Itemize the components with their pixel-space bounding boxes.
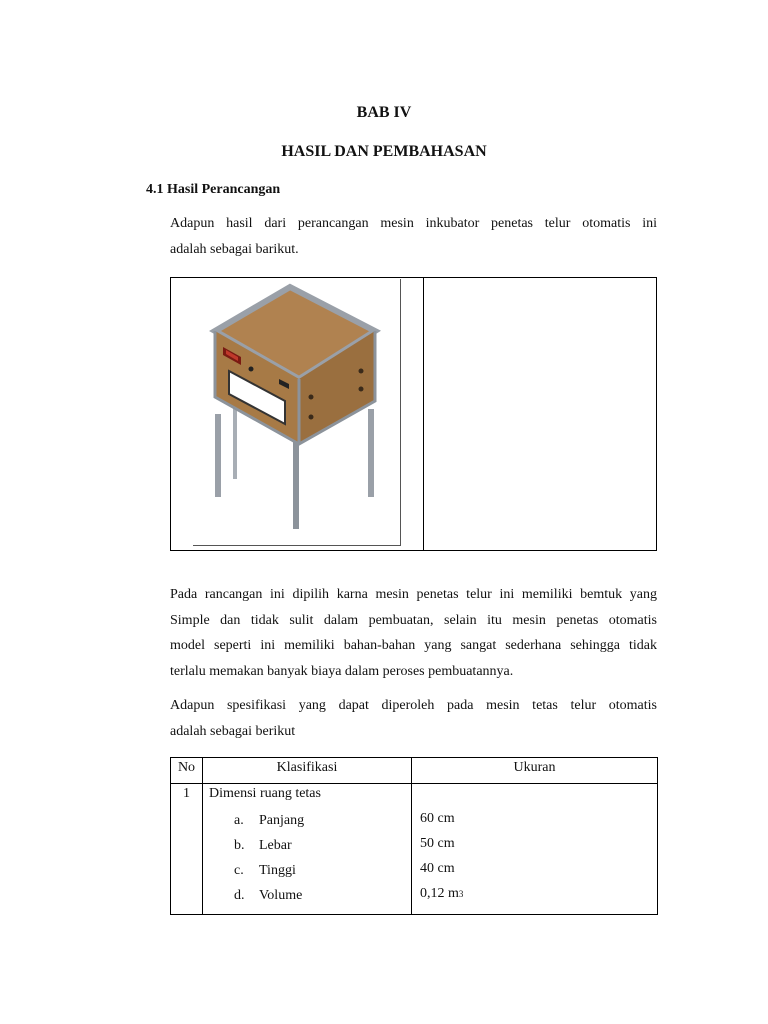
spec-line-1: Adapun spesifikasi yang dapat diperoleh pada mesin tetas telur otomatis	[170, 698, 657, 713]
spec-header-row	[171, 758, 658, 784]
chapter-number: BAB IV	[356, 104, 412, 121]
value-lebar: 50 cm	[420, 835, 455, 851]
body-paragraph	[170, 582, 657, 684]
item-tinggi: c. Tinggi	[234, 862, 296, 878]
leg-front-right	[293, 439, 299, 529]
chapter-title: HASIL DAN PEMBAHASAN	[281, 143, 487, 160]
leg-front-left	[215, 414, 221, 497]
item-volume: d. Volume	[234, 887, 303, 903]
item-panjang: a. Panjang	[234, 812, 305, 828]
spec-table	[170, 757, 658, 915]
header-no: No	[171, 758, 203, 784]
incubator-3d-model	[193, 279, 400, 545]
body-line-2: Simple dan tidak sulit dalam pembuatan, selain itu mesin penetas otomatis	[170, 612, 657, 628]
item-lebar: b. Lebar	[234, 837, 292, 853]
value-volume: 0,12 m 3	[420, 885, 464, 901]
intro-line-2: adalah sebagai barikut.	[170, 241, 299, 257]
body-line-4: terlalu memakan banyak biaya dalam peroses pembuatannya.	[170, 663, 514, 679]
row-title: Dimensi ruang tetas	[209, 786, 321, 801]
figure-table	[170, 277, 657, 551]
section-title: 4.1 Hasil Perancangan	[146, 182, 281, 197]
incubator-image	[193, 279, 401, 546]
value-tinggi: 40 cm	[420, 860, 455, 876]
intro-paragraph	[170, 211, 657, 262]
body-line-3: model seperti ini memiliki bahan-bahan yang sangat sederhana sehingga tidak	[170, 638, 657, 653]
spec-row	[171, 784, 658, 915]
row-klasifikasi	[203, 784, 412, 915]
row-ukuran	[412, 784, 658, 915]
value-panjang: 60 cm	[420, 810, 455, 826]
figure-divider	[423, 278, 424, 550]
body-line-1: Pada rancangan ini dipilih karna mesin penetas telur ini memiliki bemtuk yang	[170, 587, 657, 602]
row-no: 1	[171, 784, 203, 915]
spec-line-2: adalah sebagai berikut	[170, 723, 296, 739]
leg-back-right	[368, 409, 374, 497]
intro-line-1: Adapun hasil dari perancangan mesin inkubator penetas telur otomatis ini	[170, 216, 657, 231]
header-klasifikasi: Klasifikasi	[203, 758, 412, 784]
header-ukuran: Ukuran	[412, 758, 658, 784]
spec-paragraph	[170, 693, 657, 744]
leg-back-left	[233, 399, 237, 479]
